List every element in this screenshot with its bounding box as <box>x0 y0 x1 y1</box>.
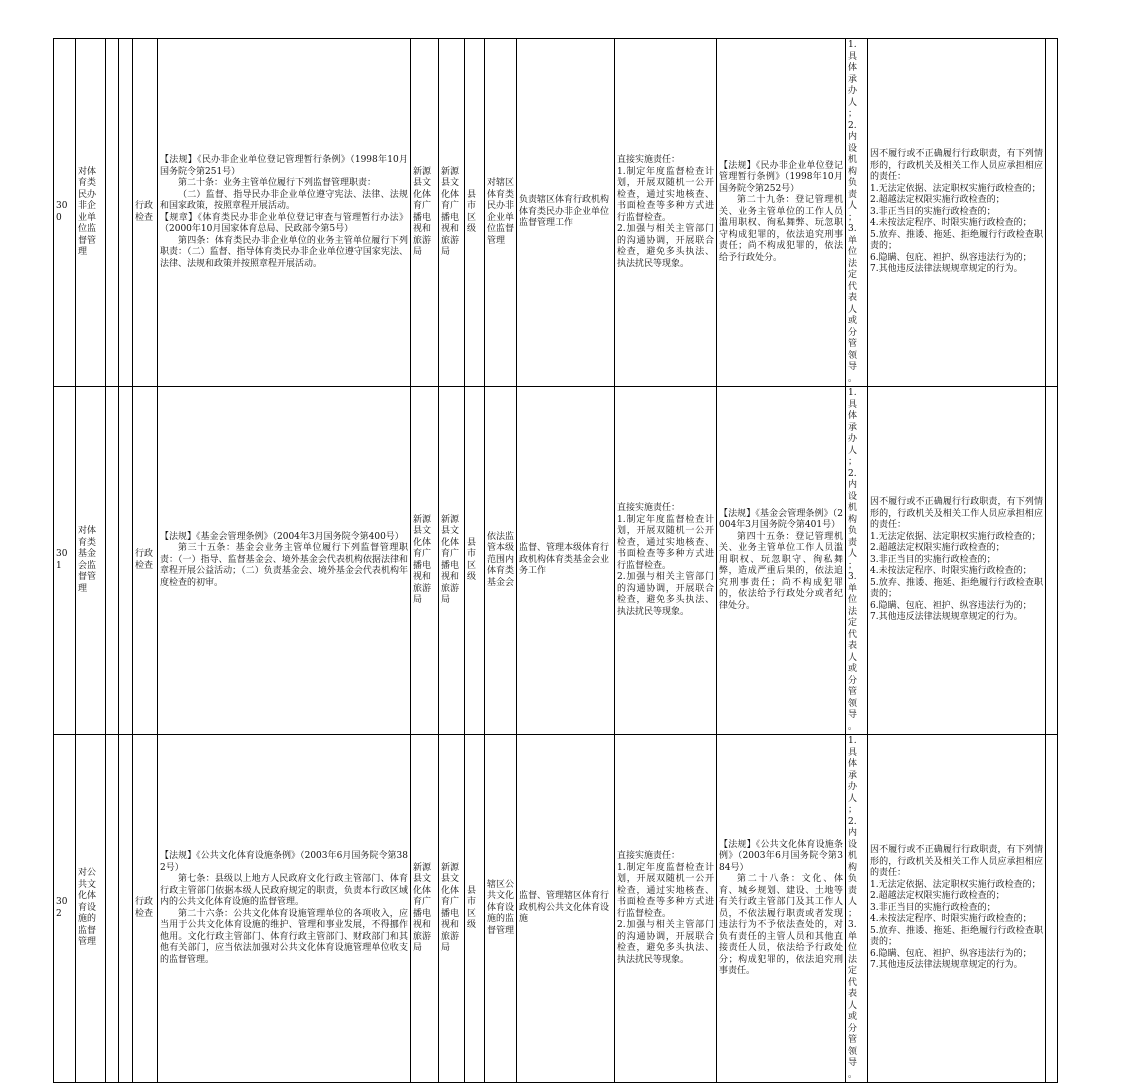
liability-circumstances-paragraph: 因不履行或不正确履行行政职责，有下列情形的，行政机关及相关工作人员应承担相应的责任： <box>870 149 1043 183</box>
responsibility-list <box>615 387 717 735</box>
row-number: 300 <box>54 39 76 387</box>
blank-cell <box>106 387 119 735</box>
legal-basis-paragraph: 【法规】《公共文化体育设施条例》（2003年6月国务院令第382号） <box>160 851 408 873</box>
accountability-basis-paragraph: 【法规】《公共文化体育设施条例》（2003年6月国务院令第384号） <box>719 839 843 873</box>
table-row <box>54 39 1058 387</box>
table-body <box>54 39 1058 1083</box>
item-scope: 依法监管本级范围内体育类基金会 <box>485 387 517 735</box>
liability-circumstances-paragraph: 1.无法定依据、法定职权实施行政检查的； <box>870 183 1041 194</box>
liability-circumstances-paragraph: 2.超越法定权限实施行政检查的； <box>870 891 1005 902</box>
responsibility-list-paragraph: 1.制定年度监督检查计划，开展双随机一公开检查，通过实地核查、书面检查等多种方式进行监督检查。 <box>617 862 714 919</box>
responsible-persons-paragraph: 2.内设机构负责人； <box>848 120 858 223</box>
responsible-persons-paragraph: 3.单位法定代表人或分管领导。 <box>848 920 858 1080</box>
blank-cell <box>119 735 133 1083</box>
accountability-basis-paragraph: 第二十八条：文化、体育、城乡规划、建设、土地等有关行政主管部门及其工作人员，不依法履行职责或者发现违法行为不予依法查处的，对负有责任的主管人员和其他直接责任人员，依法给予行政处分；构成犯罪的，依法追究刑事责任。 <box>719 874 843 976</box>
responsible-persons-paragraph: 3.单位法定代表人或分管领导。 <box>848 224 858 384</box>
liability-circumstances-paragraph: 6.隐瞒、包庇、袒护、纵容违法行为的； <box>870 948 1032 959</box>
responsible-persons <box>846 735 868 1083</box>
liability-circumstances-paragraph: 1.无法定依据、法定职权实施行政检查的； <box>870 531 1041 542</box>
accountability-basis <box>717 387 846 735</box>
liability-circumstances-paragraph: 5.放弃、推诿、拖延、拒绝履行行政检查职责的； <box>870 925 1043 948</box>
row-number: 302 <box>54 735 76 1083</box>
implementing-department: 新源县文化体育广播电视和旅游局 <box>411 39 439 387</box>
legal-basis-paragraph: 【法规】《民办非企业单位登记管理暂行条例》（1998年10月国务院令第251号） <box>160 155 408 177</box>
liability-circumstances-paragraph: 2.超越法定权限实施行政检查的； <box>870 195 1005 206</box>
blank-cell <box>1046 735 1058 1083</box>
responsible-persons <box>846 39 868 387</box>
item-content: 负责辖区体育行政机构体育类民办非企业单位监督管理工作 <box>517 39 615 387</box>
legal-basis-paragraph: 第二十六条：公共文化体育设施管理单位的各项收入，应当用于公共文化体育设施的维护、管理和事业发展，不得挪作他用。文化行政主管部门、体育行政主管部门、财政部门和其他有关部门，应当依法加强对公共文化体育设施管理单位收支的监督管理。 <box>160 908 408 965</box>
liability-circumstances-paragraph: 5.放弃、推诿、拖延、拒绝履行行政检查职责的； <box>870 577 1043 600</box>
table-row <box>54 735 1058 1083</box>
responsible-persons <box>846 387 868 735</box>
liability-circumstances-paragraph: 4.未按法定程序、时限实施行政检查的； <box>870 566 1032 577</box>
responsibility-list-paragraph: 直接实施责任： <box>617 155 681 165</box>
responsible-persons-paragraph: 2.内设机构负责人； <box>848 816 858 919</box>
responsible-persons-paragraph: 1.具体承办人； <box>848 388 858 467</box>
responsibility-list-paragraph: 1.制定年度监督检查计划，开展双随机一公开检查，通过实地核查、书面检查等多种方式进行监督检查。 <box>617 166 714 223</box>
table-row <box>54 387 1058 735</box>
legal-basis-paragraph: 【规章】《体育类民办非企业单位登记审查与管理暂行办法》（2000年10月国家体育总局、民政部令第5号） <box>160 212 408 234</box>
legal-basis-paragraph: 第七条：县级以上地方人民政府文化行政主管部门、体育行政主管部门依据本级人民政府规定的职责，负责本行政区域内的公共文化体育设施的监督管理。 <box>160 874 408 907</box>
item-name: 对体育类民办非企业单位监督管理 <box>76 39 106 387</box>
liability-circumstances-paragraph: 2.超越法定权限实施行政检查的； <box>870 543 1005 554</box>
item-scope: 辖区公共文化体育设施的监督管理 <box>485 735 517 1083</box>
liability-circumstances-paragraph: 5.放弃、推诿、拖延、拒绝履行行政检查职责的； <box>870 229 1043 252</box>
responsibility-list-paragraph: 2.加强与相关主管部门的沟通协调，开展联合检查，避免多头执法、执法扰民等现象。 <box>617 224 714 269</box>
accountability-basis-paragraph: 【法规】《民办非企业单位登记管理暂行条例》（1998年10月国务院令第252号） <box>719 160 843 194</box>
item-content: 监督、管理本级体育行政机构体育类基金会业务工作 <box>517 387 615 735</box>
accountability-basis-paragraph: 第四十五条：登记管理机关、业务主管单位工作人员滥用职权、玩忽职守、徇私舞弊，造成严重后果的，依法追究刑事责任；尚不构成犯罪的，依法给予行政处分或者纪律处分。 <box>719 531 843 611</box>
accountability-basis-paragraph: 【法规】《基金会管理条例》（2004年3月国务院令第401号） <box>719 508 843 531</box>
liability-circumstances-paragraph: 6.隐瞒、包庇、袒护、纵容违法行为的； <box>870 252 1032 263</box>
responsibility-list-paragraph: 直接实施责任： <box>617 851 681 861</box>
item-type: 行政检查 <box>133 39 158 387</box>
responsible-persons-paragraph: 2.内设机构负责人； <box>848 468 858 571</box>
item-content: 监督、管理辖区体育行政机构公共文化体育设施 <box>517 735 615 1083</box>
responsible-persons-paragraph: 1.具体承办人； <box>848 40 858 119</box>
responsibility-list-paragraph: 2.加强与相关主管部门的沟通协调，开展联合检查，避免多头执法、执法扰民等现象。 <box>617 572 714 617</box>
legal-basis-paragraph: 【法规】《基金会管理条例》（2004年3月国务院令第400号） <box>160 531 404 542</box>
blank-cell <box>106 39 119 387</box>
exercise-level: 县市区级 <box>465 735 485 1083</box>
liability-circumstances <box>868 39 1046 387</box>
liability-circumstances-paragraph: 3.非正当目的实施行政检查的； <box>870 206 996 217</box>
responsibility-list-paragraph: 直接实施责任： <box>617 503 681 513</box>
responsibility-list <box>615 39 717 387</box>
responsible-department: 新源县文化体育广播电视和旅游局 <box>439 387 465 735</box>
legal-basis-paragraph: 第四条：体育类民办非企业单位的业务主管单位履行下列职责：（二）监督、指导体育类民办非企业单位遵守国家宪法、法律、法规和政策并按照章程开展活动。 <box>160 235 408 269</box>
accountability-basis-paragraph: 第二十九条：登记管理机关、业务主管单位的工作人员滥用职权、徇私舞弊、玩忽职守构成犯罪的，依法追究刑事责任；尚不构成犯罪的，依法给予行政处分。 <box>719 195 843 263</box>
liability-circumstances-paragraph: 1.无法定依据、法定职权实施行政检查的； <box>870 879 1041 890</box>
blank-cell <box>106 735 119 1083</box>
liability-circumstances-paragraph: 3.非正当目的实施行政检查的； <box>870 554 996 565</box>
exercise-level: 县市区级 <box>465 39 485 387</box>
legal-basis <box>158 387 411 735</box>
legal-basis <box>158 735 411 1083</box>
blank-cell <box>1046 39 1058 387</box>
power-list-table <box>53 38 1058 1083</box>
implementing-department: 新源县文化体育广播电视和旅游局 <box>411 735 439 1083</box>
responsibility-list-paragraph: 2.加强与相关主管部门的沟通协调，开展联合检查，避免多头执法、执法扰民等现象。 <box>617 920 714 965</box>
legal-basis-paragraph: 第三十五条：基金会业务主管单位履行下列监督管理职责：（一）指导、监督基金会、境外基金会代表机构依据法律和章程开展公益活动；（二）负责基金会、境外基金会代表机构年度检查的初审。 <box>160 543 408 588</box>
liability-circumstances <box>868 735 1046 1083</box>
implementing-department: 新源县文化体育广播电视和旅游局 <box>411 387 439 735</box>
liability-circumstances-paragraph: 4.未按法定程序、时限实施行政检查的； <box>870 218 1032 229</box>
responsibility-list <box>615 735 717 1083</box>
responsible-department: 新源县文化体育广播电视和旅游局 <box>439 735 465 1083</box>
blank-cell <box>119 387 133 735</box>
liability-circumstances-paragraph: 3.非正当目的实施行政检查的； <box>870 902 996 913</box>
legal-basis-paragraph: （二）监督、指导民办非企业单位遵守宪法、法律、法规和国家政策，按照章程开展活动。 <box>160 189 408 211</box>
item-name: 对公共文化体育设施的监督管理 <box>76 735 106 1083</box>
legal-basis-paragraph: 第二十条：业务主管单位履行下列监督管理职责： <box>178 178 377 188</box>
liability-circumstances <box>868 387 1046 735</box>
item-name: 对体育类基金会监督管理 <box>76 387 106 735</box>
legal-basis <box>158 39 411 387</box>
liability-circumstances-paragraph: 4.未按法定程序、时限实施行政检查的； <box>870 914 1032 925</box>
responsible-department: 新源县文化体育广播电视和旅游局 <box>439 39 465 387</box>
responsibility-list-paragraph: 1.制定年度监督检查计划，开展双随机一公开检查，通过实地核查、书面检查等多种方式进行监督检查。 <box>617 514 714 571</box>
item-type: 行政检查 <box>133 387 158 735</box>
liability-circumstances-paragraph: 7.其他违反法律法规规章规定的行为。 <box>870 960 1023 971</box>
accountability-basis <box>717 735 846 1083</box>
responsible-persons-paragraph: 3.单位法定代表人或分管领导。 <box>848 572 858 732</box>
item-type: 行政检查 <box>133 735 158 1083</box>
blank-cell <box>1046 387 1058 735</box>
liability-circumstances-paragraph: 7.其他违反法律法规规章规定的行为。 <box>870 264 1023 275</box>
blank-cell <box>119 39 133 387</box>
liability-circumstances-paragraph: 因不履行或不正确履行行政职责，有下列情形的，行政机关及相关工作人员应承担相应的责任： <box>870 497 1043 531</box>
accountability-basis <box>717 39 846 387</box>
liability-circumstances-paragraph: 7.其他违反法律法规规章规定的行为。 <box>870 612 1023 623</box>
exercise-level: 县市区级 <box>465 387 485 735</box>
liability-circumstances-paragraph: 6.隐瞒、包庇、袒护、纵容违法行为的； <box>870 600 1032 611</box>
liability-circumstances-paragraph: 因不履行或不正确履行行政职责，有下列情形的，行政机关及相关工作人员应承担相应的责任： <box>870 845 1043 879</box>
item-scope: 对辖区体育类民办非企业单位监督管理 <box>485 39 517 387</box>
row-number: 301 <box>54 387 76 735</box>
responsible-persons-paragraph: 1.具体承办人； <box>848 736 858 815</box>
